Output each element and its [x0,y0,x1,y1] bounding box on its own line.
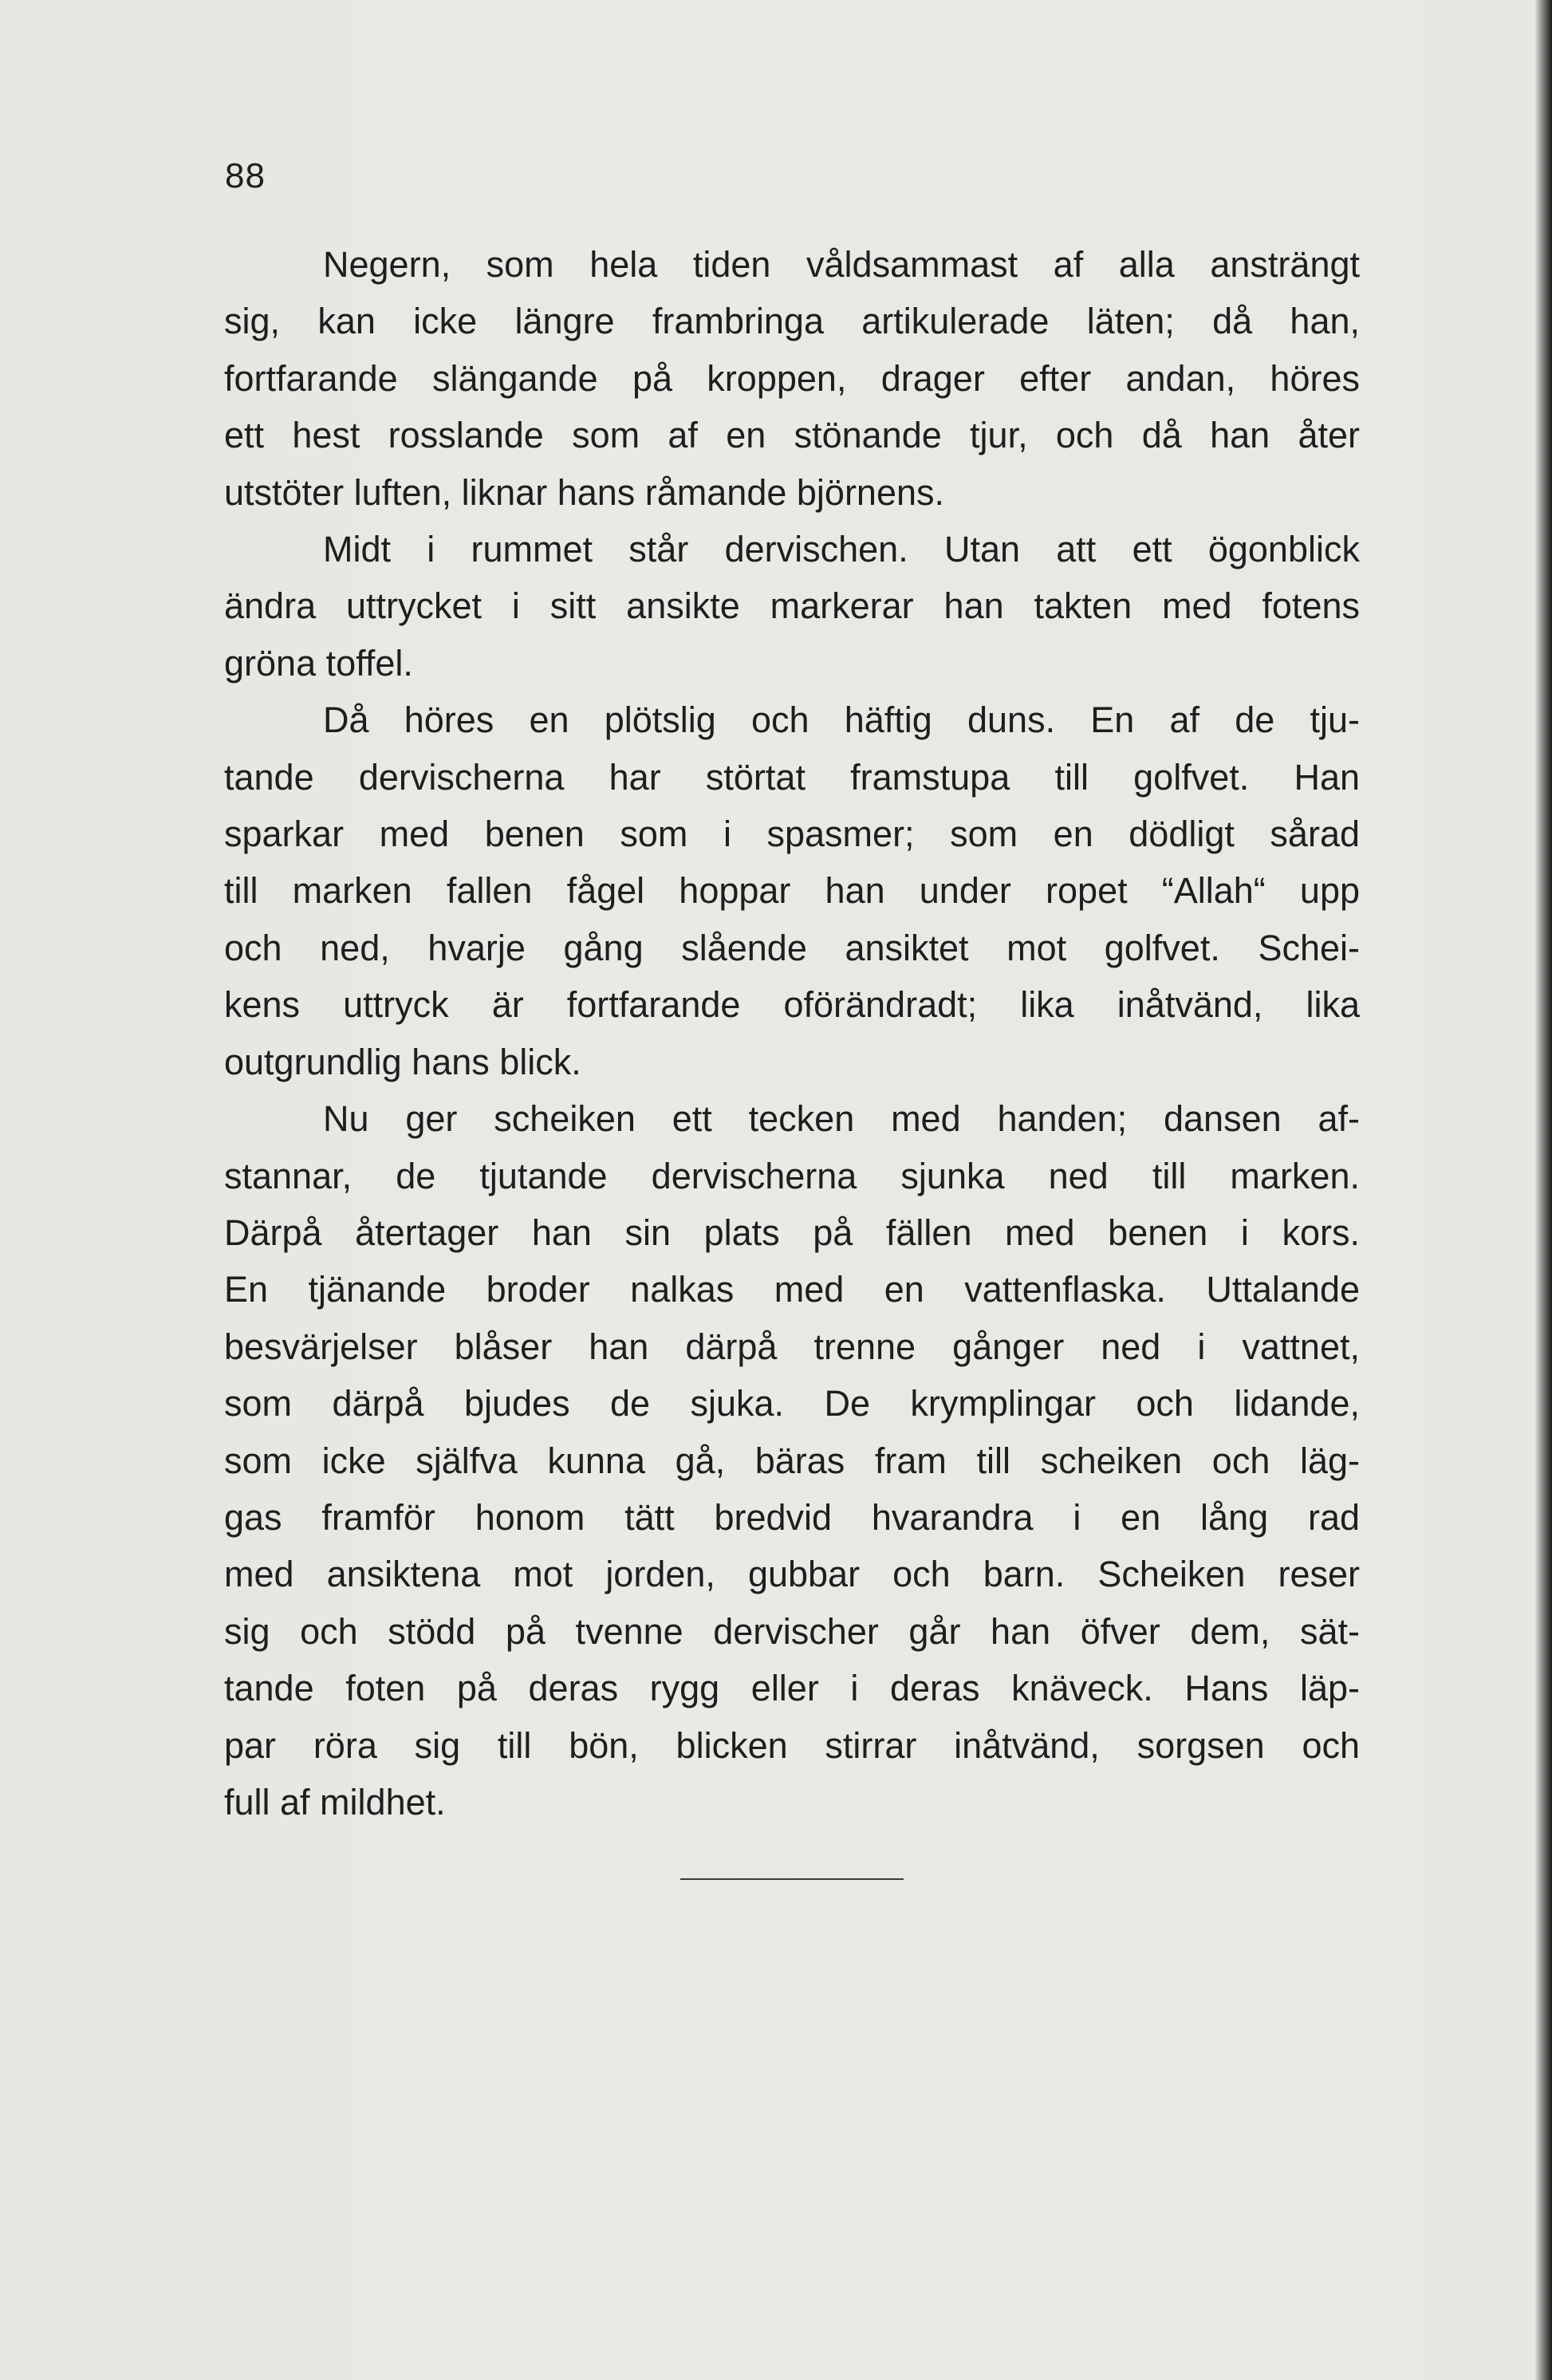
chapter-end-rule [680,1878,904,1880]
text-line: kens uttryck är fortfarande oförändradt; lika inåtvänd, lika [224,984,1360,1026]
text-line: outgrundlig hans blick. [224,1041,581,1082]
text-line: par röra sig till bön, blicken stirrar inåtvänd, sorgsen och [224,1724,1360,1766]
text-line: tande foten på deras rygg eller i deras knäveck. Hans läp- [224,1668,1360,1709]
text-line: med ansiktena mot jorden, gubbar och barn. Scheiken reser [224,1554,1360,1595]
text-line: tande dervischerna har störtat framstupa till golfvet. Han [224,756,1360,798]
text-line: som icke själfva kunna gå, bäras fram till scheiken och läg- [224,1440,1360,1481]
text-line: sig och stödd på tvenne dervischer går han öfver dem, sät- [224,1610,1360,1652]
text-line: sparkar med benen som i spasmer; som en dödligt sårad [224,814,1360,855]
page-edge-shadow [1534,0,1552,2380]
text-line: gas framför honom tätt bredvid hvarandra i en lång rad [224,1496,1360,1538]
text-line: utstöter luften, liknar hans råmande björnens. [224,471,945,513]
text-line: Då höres en plötslig och häftig duns. En af de tju- [323,699,1360,741]
text-line: En tjänande broder nalkas med en vattenflaska. Uttalande [224,1269,1360,1310]
text-line: och ned, hvarje gång slående ansiktet mot golfvet. Schei- [224,927,1360,968]
text-line: sig, kan icke längre frambringa artikulerade läten; då han, [224,301,1360,342]
text-line: gröna toffel. [224,642,413,684]
text-line: Negern, som hela tiden våldsammast af alla ansträngt [323,244,1360,285]
text-line: Nu ger scheiken ett tecken med handen; dansen af- [323,1098,1360,1140]
text-line: ett hest rosslande som af en stönande tjur, och då han åter [224,415,1360,456]
text-line: Midt i rummet står dervischen. Utan att ett ögonblick [323,529,1360,570]
body-text [224,236,1360,1830]
text-line: besvärjelser blåser han därpå trenne gånger ned i vattnet, [224,1326,1360,1367]
text-line: ändra uttrycket i sitt ansikte markerar han takten med fotens [224,585,1360,627]
text-line: Därpå återtager han sin plats på fällen med benen i kors. [224,1212,1360,1253]
text-line: full af mildhet. [224,1781,446,1822]
text-line: till marken fallen fågel hoppar han under ropet “Allah“ upp [224,870,1360,912]
text-line: stannar, de tjutande dervischerna sjunka ned till marken. [224,1155,1360,1196]
page-number: 88 [225,156,266,195]
text-line: fortfarande slängande på kroppen, drager efter andan, höres [224,357,1360,399]
text-line: som därpå bjudes de sjuka. De krymplingar och lidande, [224,1383,1360,1424]
